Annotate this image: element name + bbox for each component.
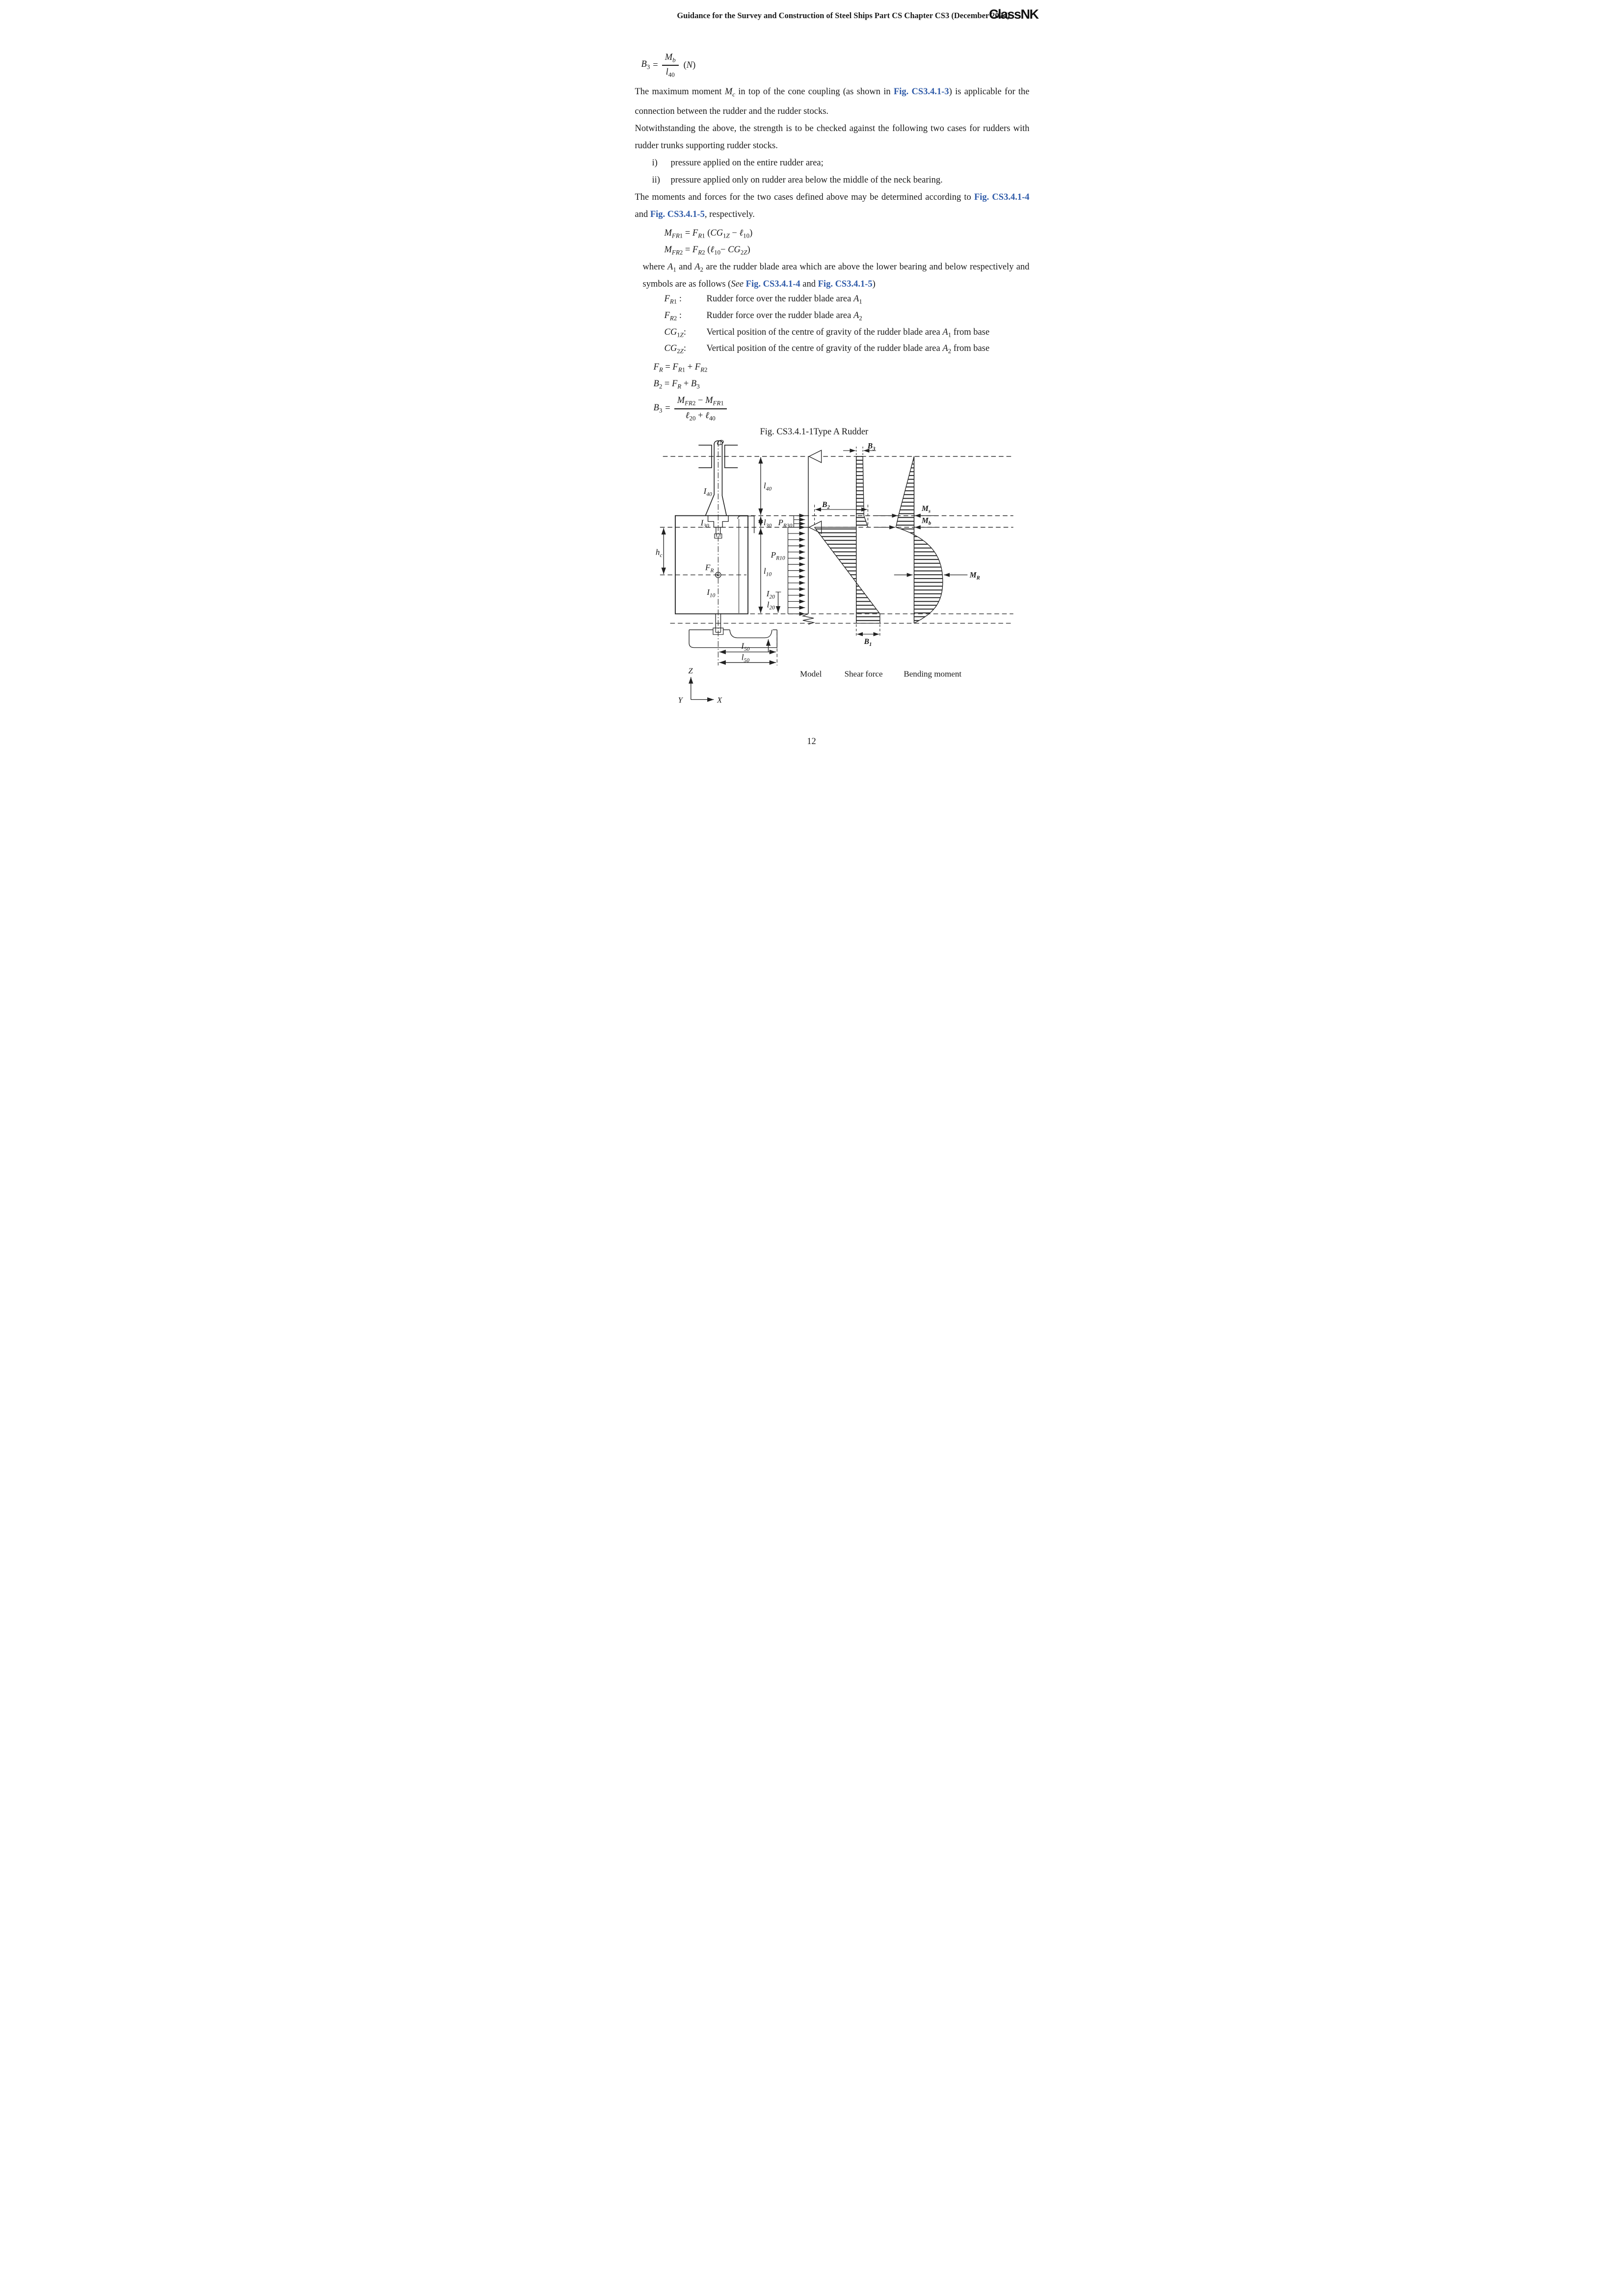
paragraph-max-moment: The maximum moment $M_c$ in top of the cone coupling (as shown in Fig. CS3.4.1-3) is applicable for the connection between the rudder and the rudder stocks. — [635, 87, 1030, 117]
symbol-definitions — [665, 292, 1030, 358]
label-MR: $M_R$ — [969, 571, 980, 581]
shear-lower-right — [856, 583, 879, 623]
def-symbol: $CG_{1Z}$: — [664, 327, 687, 339]
fraction-denominator: ℓ$_{20}$ + ℓ$_{40}$ — [685, 410, 716, 422]
model-diagram — [788, 450, 821, 624]
def-row-cg2z — [665, 342, 1030, 358]
coordinate-axes — [691, 677, 714, 699]
caption-bending-moment: Bending moment — [903, 669, 961, 679]
label-I40: $I_{40}$ — [703, 486, 712, 498]
axis-label-x: X — [717, 695, 722, 705]
list-item-ii — [635, 172, 1030, 189]
sole-piece-outline — [689, 630, 777, 647]
rudder-drawing — [675, 439, 776, 647]
fraction — [674, 395, 727, 422]
equals-sign: = — [653, 60, 658, 70]
label-l10: $l_{10}$ — [763, 566, 772, 578]
label-Mb: $M_b$ — [921, 516, 931, 526]
label-hc: $h_c$ — [655, 547, 663, 559]
list-num: ii) — [652, 175, 660, 186]
label-FR: $F_R$ — [705, 562, 714, 574]
caption-shear-force: Shear force — [844, 669, 883, 679]
def-desc: Vertical position of the centre of gravity of the rudder blade area $A_2$ from base — [706, 344, 990, 355]
label-B3: $B_3$ — [867, 442, 875, 452]
label-I50: $I_{50}$ — [741, 641, 749, 652]
caption-model: Model — [799, 669, 822, 679]
axis-label-z: Z — [688, 666, 693, 675]
equals-sign: = — [665, 403, 670, 414]
label-l50: $l_{50}$ — [741, 652, 749, 664]
def-symbol: $CG_{2Z}$: — [664, 344, 687, 355]
fraction-numerator: $M_b$ — [662, 52, 679, 66]
fraction-numerator: $M_{FR2} - M_{FR1}$ — [674, 395, 727, 409]
support-triangle-top — [809, 450, 821, 462]
spring-support — [802, 614, 813, 624]
shear-upper-strip — [856, 456, 868, 527]
bending-lower-bulge — [896, 527, 942, 623]
def-symbol: $F_{R1}$ : — [664, 294, 682, 305]
def-symbol: $F_{R2}$ : — [664, 310, 682, 322]
formula-lhs: $B_3$ — [653, 402, 663, 414]
paragraph-notwithstanding: Notwithstanding the above, the strength is to be checked against the following two cases for rudders with rudder trunks supporting rudder stocks. — [635, 124, 1030, 151]
b1-dimension — [856, 624, 879, 638]
label-Ms: $M_s$ — [921, 504, 931, 514]
label-l20: $l_{20}$ — [767, 600, 775, 611]
label-B2: $B_2$ — [822, 500, 830, 510]
trunk-flange-bridge — [738, 516, 754, 533]
bending-moment-diagram — [874, 456, 967, 623]
formula-mfr1: $M_{FR1} = F_{R1}$ ($CG_{1Z}$ − ℓ$_{10}$) — [664, 228, 753, 240]
def-desc: Vertical position of the centre of gravity of the rudder blade area $A_1$ from base — [706, 327, 990, 339]
def-row-fr2 — [665, 309, 1030, 325]
formula-b2: $B_2 = F_R + B_3$ — [653, 378, 700, 390]
rudder-blade — [675, 515, 747, 614]
page-content — [542, 28, 1082, 713]
formula-b3-bottom — [654, 395, 1030, 422]
shear-force-diagram — [814, 447, 879, 638]
formula-unit: (N) — [683, 60, 696, 70]
label-I10: $I_{10}$ — [706, 587, 715, 599]
formula-fr: $F_R = F_{R1} + F_{R2}$ — [653, 362, 708, 374]
def-row-fr1 — [665, 292, 1030, 309]
sole-piece-bucket — [730, 630, 772, 638]
figure-rudder-diagram — [653, 439, 1030, 713]
paragraph-where: where $A_1$ and $A_2$ are the rudder blade area which are above the lower bearing and below respectively and symbols are as follows (See Fig. CS3.4.1-4 and Fig. CS3.4.1-5) — [642, 262, 1030, 290]
list-num: i) — [652, 158, 658, 168]
axis-label-y: Y — [678, 695, 683, 705]
formula-lhs: $B_3$ — [641, 59, 650, 71]
classnk-logo: ClassNK — [988, 7, 1038, 22]
def-desc: Rudder force over the rudder blade area $A_1$ — [706, 294, 862, 305]
document-page — [542, 0, 1082, 764]
list-item-i — [635, 155, 1030, 172]
list-text: pressure applied on the entire rudder area; — [670, 158, 824, 168]
label-l30: $l_{30}$ — [763, 517, 772, 529]
pr10-load — [788, 527, 805, 614]
page-header — [542, 0, 1082, 28]
paragraph-moments-forces: The moments and forces for the two cases defined above may be determined according to Fig. CS3.4.1-4 and Fig. CS3.4.1-5, respectively. — [635, 192, 1030, 220]
formula-mfr2: $M_{FR2} = F_{R2}$ (ℓ$_{10}$− $CG_{2Z}$) — [664, 244, 750, 256]
label-l40: $l_{40}$ — [763, 481, 772, 492]
def-desc: Rudder force over the rudder blade area $A_2$ — [706, 310, 862, 322]
list-text: pressure applied only on rudder area below the middle of the neck bearing. — [670, 175, 943, 186]
rudder-figure-svg — [653, 439, 1020, 710]
fraction — [662, 52, 679, 79]
pr30-load — [794, 515, 805, 527]
figure-title: Fig. CS3.4.1-1Type A Rudder — [760, 427, 869, 437]
stock-cap-hatch — [716, 439, 724, 446]
label-PR30: $P_{R30}$ — [777, 517, 792, 529]
fraction-denominator: $l_{40}$ — [665, 67, 675, 79]
label-PR10: $P_{R10}$ — [771, 550, 785, 561]
def-row-cg1z — [665, 325, 1030, 342]
label-B1: $B_1$ — [864, 637, 872, 647]
label-I30: $I_{30}$ — [700, 518, 709, 529]
header-title: Guidance for the Survey and Construction of Steel Ships Part CS Chapter CS3 (December 2024) — [677, 11, 1010, 20]
stock-left-edge — [705, 444, 714, 516]
label-I20: $I_{20}$ — [766, 588, 775, 600]
page-number: 12 — [807, 737, 816, 747]
formula-b3-top — [641, 52, 1030, 79]
